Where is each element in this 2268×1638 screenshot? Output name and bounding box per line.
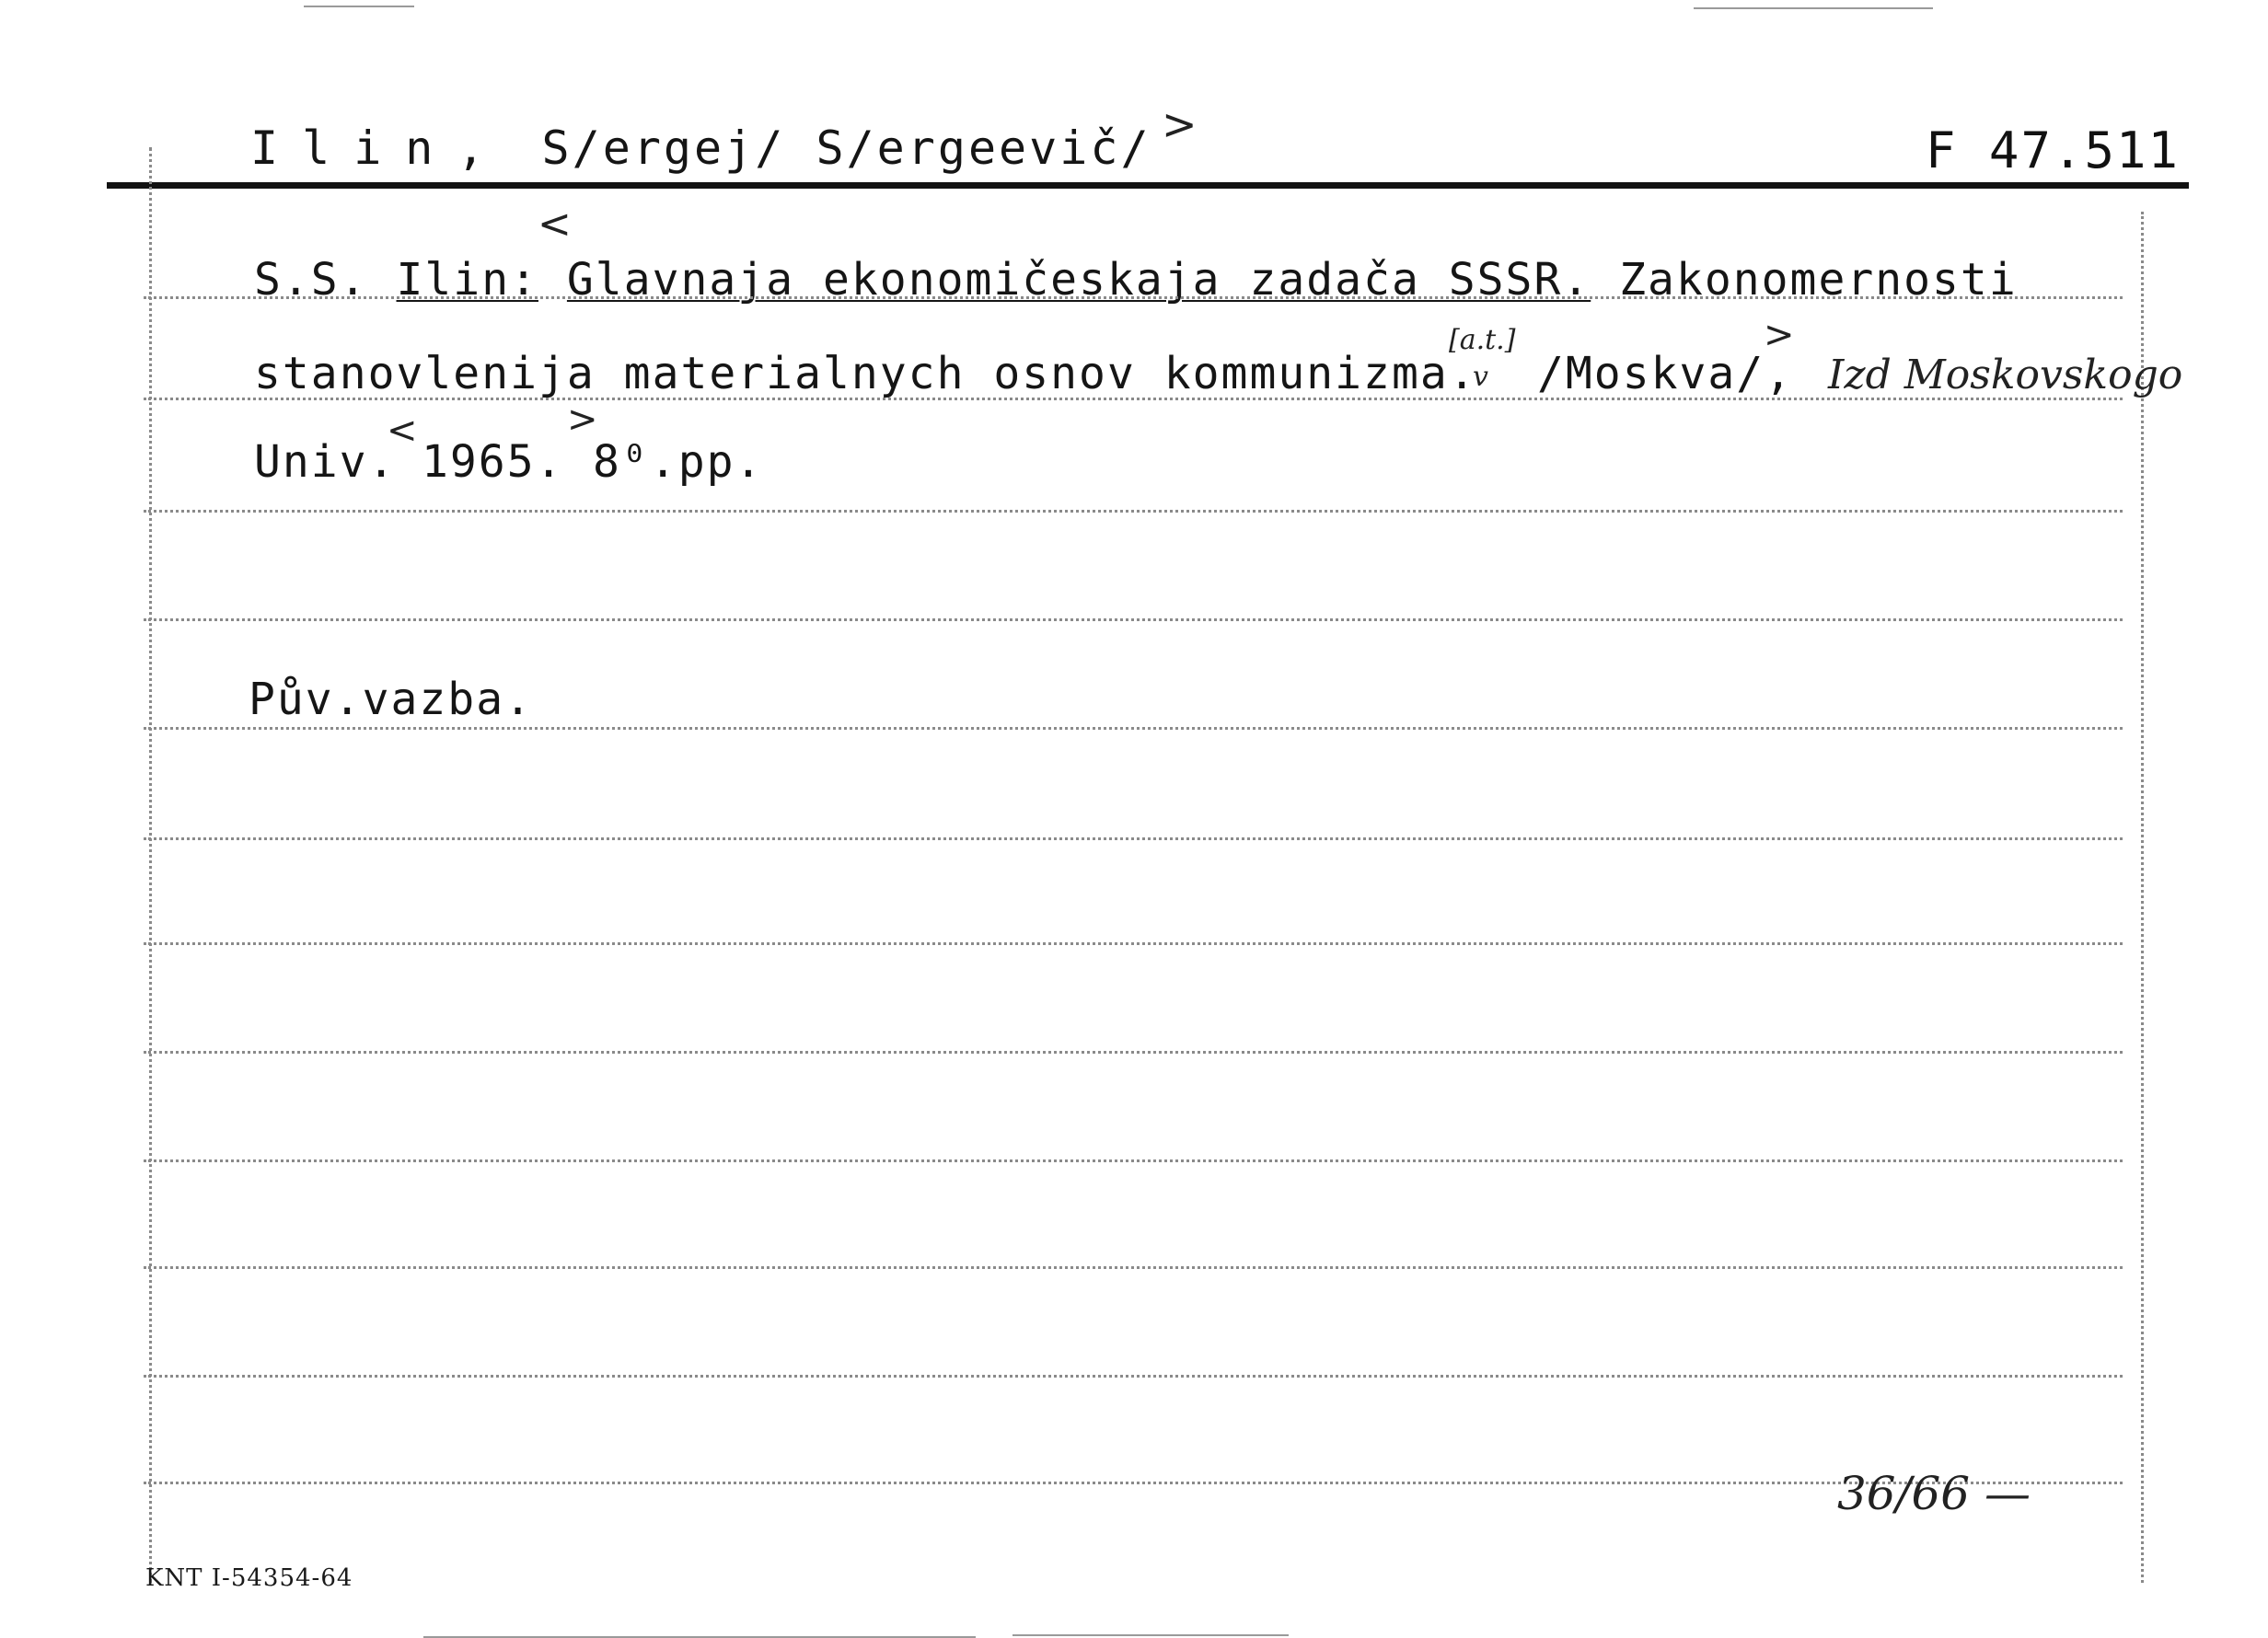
ruled-dotline [144, 618, 2123, 621]
body-univ: Univ. [254, 436, 397, 488]
body-year: 1965. [422, 436, 564, 488]
ruled-dotline [144, 398, 2123, 400]
right-margin-dots [2141, 212, 2144, 1583]
angle-mark: > [1764, 314, 1795, 356]
insert-bracket-note: [a.t.] [1449, 324, 1516, 356]
handwritten-number: 36/66 — [1837, 1467, 2031, 1520]
body-title: Glavnaja ekonomičeskaja zadača SSSR. [566, 254, 1591, 306]
edge-dash [1694, 7, 1933, 9]
edge-dash [304, 6, 414, 7]
body-subtitle-start: Zakonomernosti [1591, 254, 2018, 306]
angle-mark: > [567, 398, 598, 441]
heading-rule [107, 182, 2189, 189]
body-line-3 [254, 436, 397, 488]
ruled-dotline [144, 1375, 2123, 1378]
body-prefix: S.S. [254, 254, 397, 306]
insert-caret: v [1473, 361, 1488, 393]
ruled-dotline [144, 1482, 2123, 1484]
angle-mark: < [387, 410, 418, 452]
ruled-dotline [144, 296, 2123, 299]
body-line-2 [254, 348, 1477, 399]
author-given-names: S/ergej/ S/ergeevič/ [541, 121, 1151, 175]
note-line: Pův.vazba. [249, 674, 533, 725]
ruled-dotline [144, 1159, 2123, 1162]
angle-mark: < [538, 201, 572, 248]
card-heading [250, 121, 1151, 175]
body-size-pages: 8⁰.pp. [593, 436, 764, 488]
left-margin-dots [149, 147, 152, 1583]
handwritten-publisher: Izd Moskovskogo [1828, 352, 2183, 398]
ruled-dotline [144, 837, 2123, 840]
body-subtitle-cont: stanovlenija materialnych osnov kommunizma. [254, 348, 1477, 399]
author-surname: Ilin, [250, 121, 509, 175]
body-author: Ilin: [396, 254, 538, 306]
ruled-dotline [144, 1051, 2123, 1054]
angle-mark: > [1162, 99, 1198, 149]
ruled-dotline [144, 942, 2123, 945]
ruled-dotline [144, 510, 2123, 513]
footer-print-code: KNT I-54354-64 [145, 1564, 353, 1592]
ruled-dotline [144, 1266, 2123, 1269]
ruled-dotline [144, 727, 2123, 730]
body-line-1 [254, 254, 2018, 306]
body-place: /Moskva/, [1537, 348, 1794, 399]
call-number: F 47.511 [1925, 121, 2180, 179]
